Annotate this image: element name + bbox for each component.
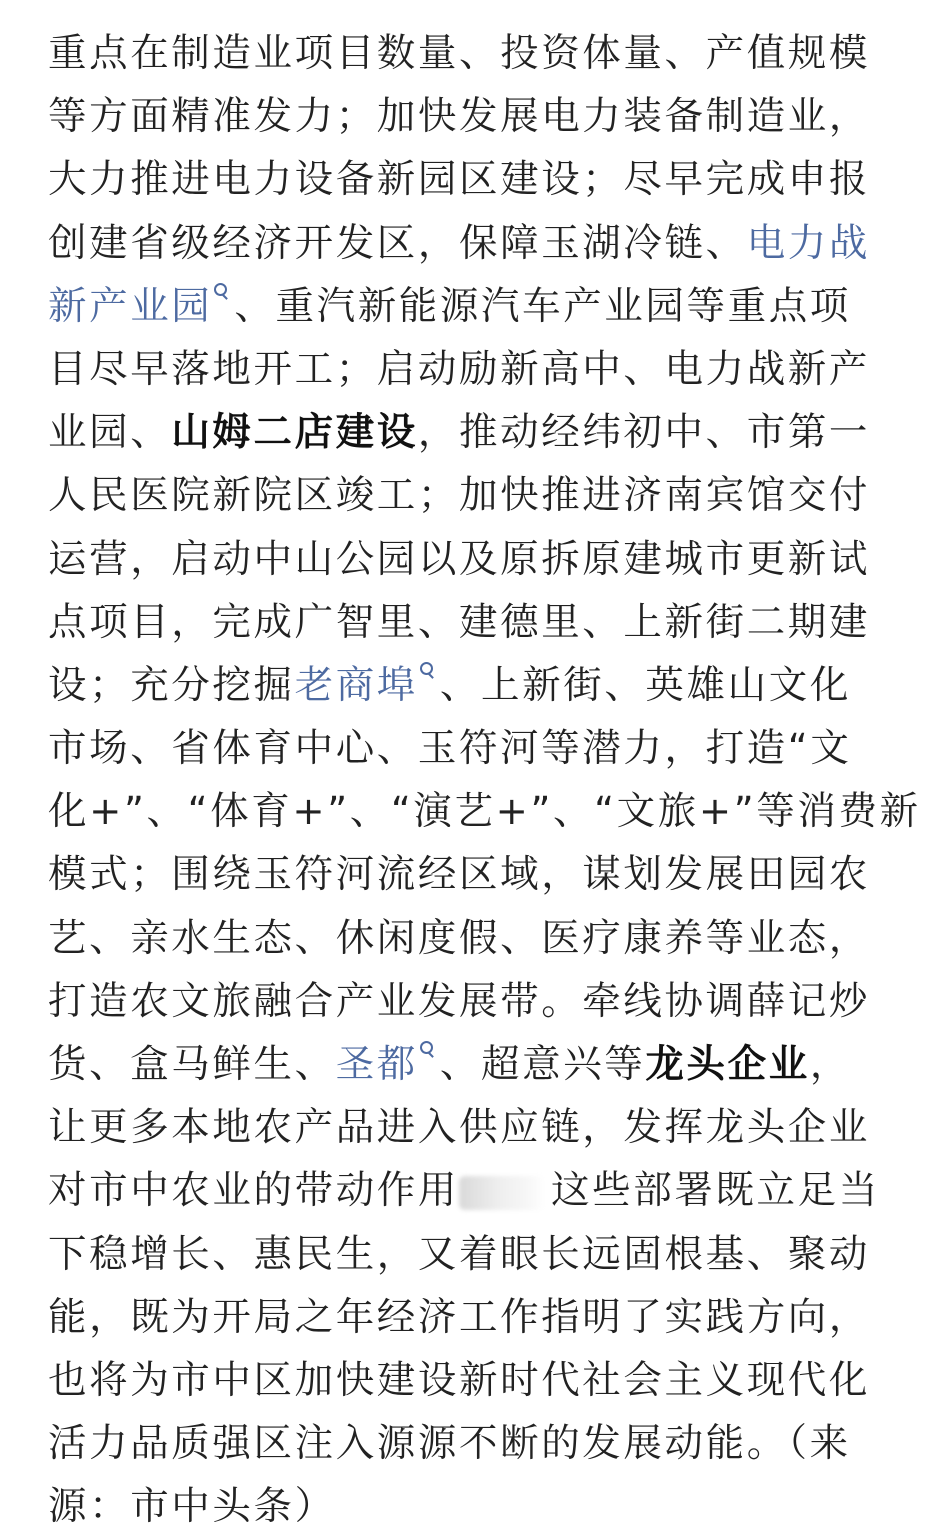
text-line: 下稳增长、惠民生，又着眼长远固根基、聚动 xyxy=(48,1231,871,1277)
search-link-lao-shangbu[interactable]: 老商埠 xyxy=(294,662,418,708)
search-link-shengdu[interactable]: 圣都 xyxy=(335,1042,418,1087)
text-span: 创建省级经济开发区，保障玉湖冷链、 xyxy=(48,220,747,266)
text-line: 人民医院新院区竣工；加快推进济南宾馆交付 xyxy=(48,473,871,519)
text-line xyxy=(48,401,878,464)
text-line xyxy=(48,275,878,338)
text-line: 艺、亲水生态、休闲度假、医疗康养等业态， xyxy=(48,915,871,961)
text-line: 重点在制造业项目数量、投资体量、产值规模 xyxy=(48,31,871,76)
blurred-region xyxy=(459,1176,545,1210)
text-line xyxy=(48,1159,878,1222)
text-line: 模式；围绕玉符河流经区域，谋划发展田园农 xyxy=(48,852,871,898)
search-icon[interactable] xyxy=(212,281,230,303)
text-span: 设；充分挖掘 xyxy=(48,662,295,708)
text-line: 目尽早落地开工；启动励新高中、电力战新产 xyxy=(48,346,871,392)
text-span: 、上新街、英雄山文化 xyxy=(439,662,851,708)
text-line: 活力品质强区注入源源不断的发展动能。（来 xyxy=(48,1421,851,1467)
text-line xyxy=(48,212,878,275)
text-span: 业园、 xyxy=(48,410,172,456)
text-line: 源：市中头条） xyxy=(48,1484,336,1530)
search-link-dianli-zhanxin-chanyeyuan-part2[interactable]: 新产业园 xyxy=(48,283,213,329)
text-span: ， xyxy=(809,1042,851,1087)
text-line: 点项目，完成广智里、建德里、上新街二期建 xyxy=(48,599,871,645)
text-span: ，推动经纬初中、市第一 xyxy=(417,410,871,456)
text-span: 、超意兴等 xyxy=(439,1042,646,1087)
text-span: 货、盒马鲜生、 xyxy=(48,1042,336,1087)
search-icon[interactable] xyxy=(418,660,436,682)
text-span: 、重汽新能源汽车产业园等重点项 xyxy=(234,283,851,329)
text-line: 也将为市中区加快建设新时代社会主义现代化 xyxy=(48,1357,871,1403)
text-line xyxy=(48,1033,878,1096)
search-link-dianli-zhanxin-chanyeyuan-part1[interactable]: 电力战 xyxy=(746,220,871,266)
bold-text: 龙头企业 xyxy=(645,1042,810,1087)
search-icon[interactable] xyxy=(418,1039,436,1061)
text-line xyxy=(48,654,878,717)
text-line: 运营，启动中山公园以及原拆原建城市更新试 xyxy=(48,536,871,582)
text-line: 化+”、“体育+”、“演艺+”、“文旅+”等消费新 xyxy=(48,789,921,835)
text-span: 这些部署既立足当 xyxy=(551,1168,880,1214)
text-line: 等方面精准发力；加快发展电力装备制造业， xyxy=(48,94,871,140)
text-span: 对市中农业的带动作用 xyxy=(48,1168,460,1214)
bold-text: 山姆二店建设 xyxy=(171,410,418,456)
article-body xyxy=(48,22,921,1539)
text-line: 市场、省体育中心、玉符河等潜力，打造“文 xyxy=(48,726,852,772)
text-line: 打造农文旅融合产业发展带。牵线协调薛记炒 xyxy=(48,978,871,1024)
text-line: 让更多本地农产品进入供应链，发挥龙头企业 xyxy=(48,1105,871,1151)
text-line: 能，既为开局之年经济工作指明了实践方向， xyxy=(48,1294,871,1340)
text-line: 大力推进电力设备新园区建设；尽早完成申报 xyxy=(48,157,871,203)
